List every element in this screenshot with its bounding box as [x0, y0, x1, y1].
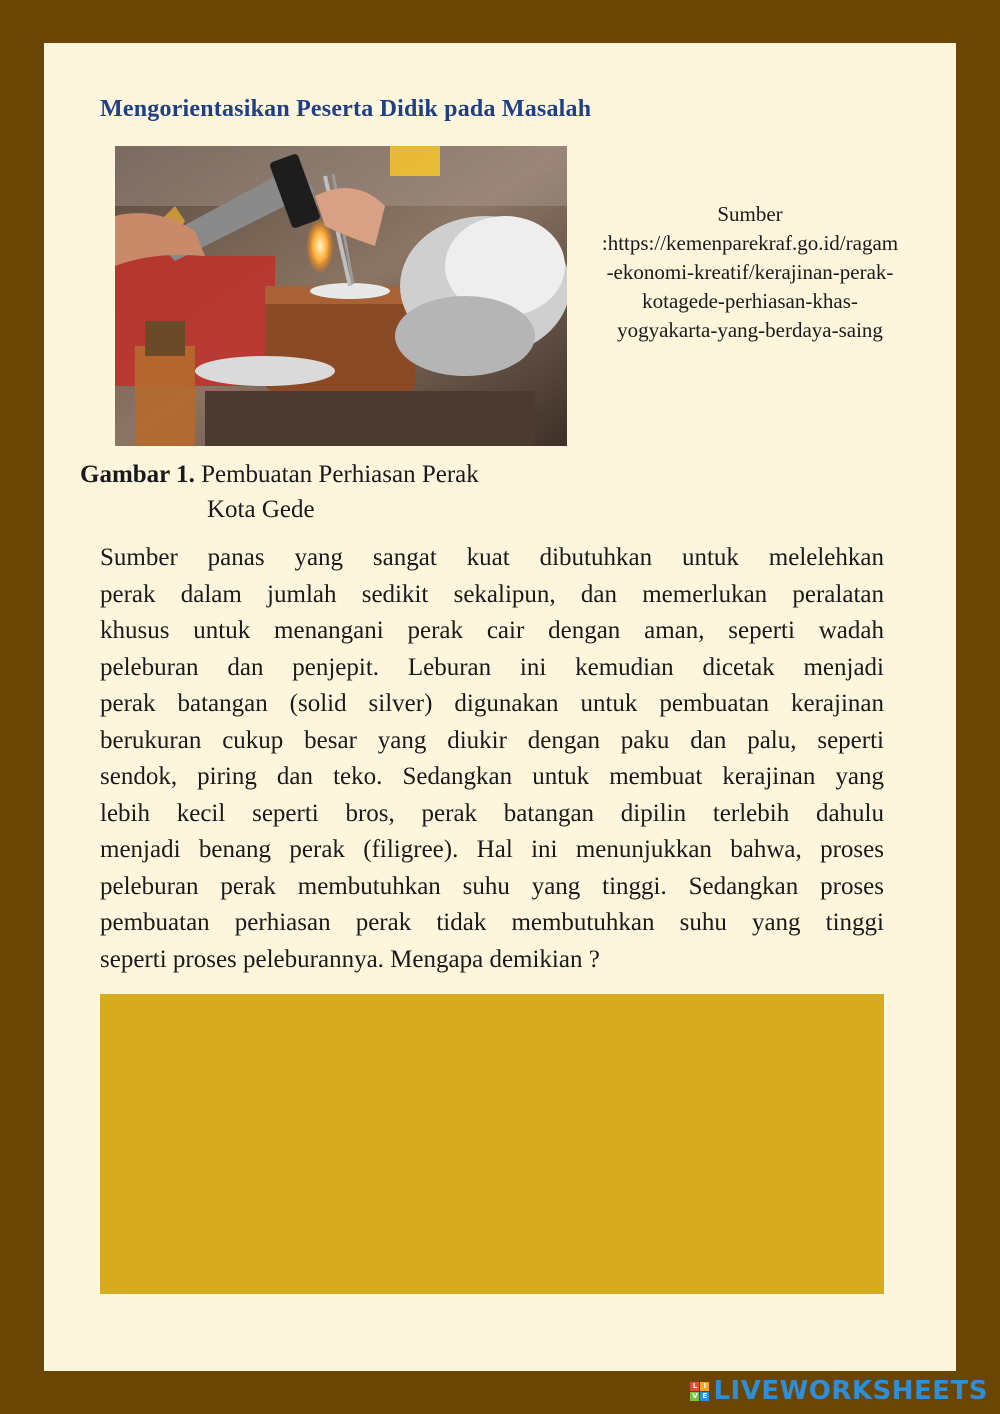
- caption-label: Gambar 1.: [80, 461, 195, 488]
- section-heading: Mengorientasikan Peserta Didik pada Masalah: [100, 96, 592, 122]
- paragraph-line: menjadi benang perak (filigree). Hal ini menunjukkan bahwa, proses: [100, 836, 884, 863]
- logo-letter: L: [690, 1382, 699, 1391]
- photo-illustration: [115, 146, 567, 446]
- source-line: :https://kemenparekraf.go.id/ragam: [601, 231, 899, 255]
- source-line: kotagede-perhiasan-khas-: [642, 289, 858, 313]
- liveworksheets-logo-icon: [690, 1382, 709, 1401]
- paragraph-line: sendok, piring dan teko. Sedangkan untuk membuat kerajinan yang: [100, 763, 884, 790]
- paragraph-line: peleburan perak membutuhkan suhu yang tinggi. Sedangkan proses: [100, 872, 884, 900]
- caption-title-line2: Kota Gede: [207, 496, 315, 523]
- silver-craft-photo: [115, 146, 567, 446]
- logo-letter: V: [692, 1391, 698, 1400]
- image-source: [570, 200, 930, 345]
- liveworksheets-branding: [690, 1376, 988, 1406]
- paragraph-line: pembuatan perhiasan perak tidak membutuhkan suhu yang tinggi: [100, 909, 884, 936]
- source-line: -ekonomi-kreatif/kerajinan-perak-: [606, 260, 894, 284]
- paragraph-line: perak batangan (solid silver) digunakan untuk pembuatan kerajinan: [100, 690, 884, 717]
- paragraph-line: berukuran cukup besar yang diukir dengan paku dan palu, seperti: [100, 726, 884, 754]
- source-line: yogyakarta-yang-berdaya-saing: [617, 318, 883, 342]
- answer-input[interactable]: [100, 994, 884, 1294]
- logo-letter: E: [700, 1392, 709, 1401]
- paragraph-line: perak dalam jumlah sedikit sekalipun, dan memerlukan peralatan: [100, 580, 884, 608]
- paragraph-line: Sumber panas yang sangat kuat dibutuhkan untuk melelehkan: [100, 544, 884, 571]
- problem-paragraph: [100, 540, 884, 978]
- paragraph-line: lebih kecil seperti bros, perak batangan dipilin terlebih dahulu: [100, 799, 884, 827]
- figure-caption: [80, 457, 479, 527]
- liveworksheets-wordmark: LIVEWORKSHEETS: [713, 1376, 988, 1406]
- paragraph-line: khusus untuk menangani perak cair dengan aman, seperti wadah: [100, 617, 884, 644]
- logo-letter: I: [700, 1382, 709, 1391]
- paragraph-line: peleburan dan penjepit. Leburan ini kemudian dicetak menjadi: [100, 653, 884, 681]
- paragraph-line: seperti proses peleburannya. Mengapa demikian ?: [100, 945, 600, 973]
- caption-title-line1: Pembuatan Perhiasan Perak: [201, 461, 479, 488]
- source-line: Sumber: [717, 202, 783, 226]
